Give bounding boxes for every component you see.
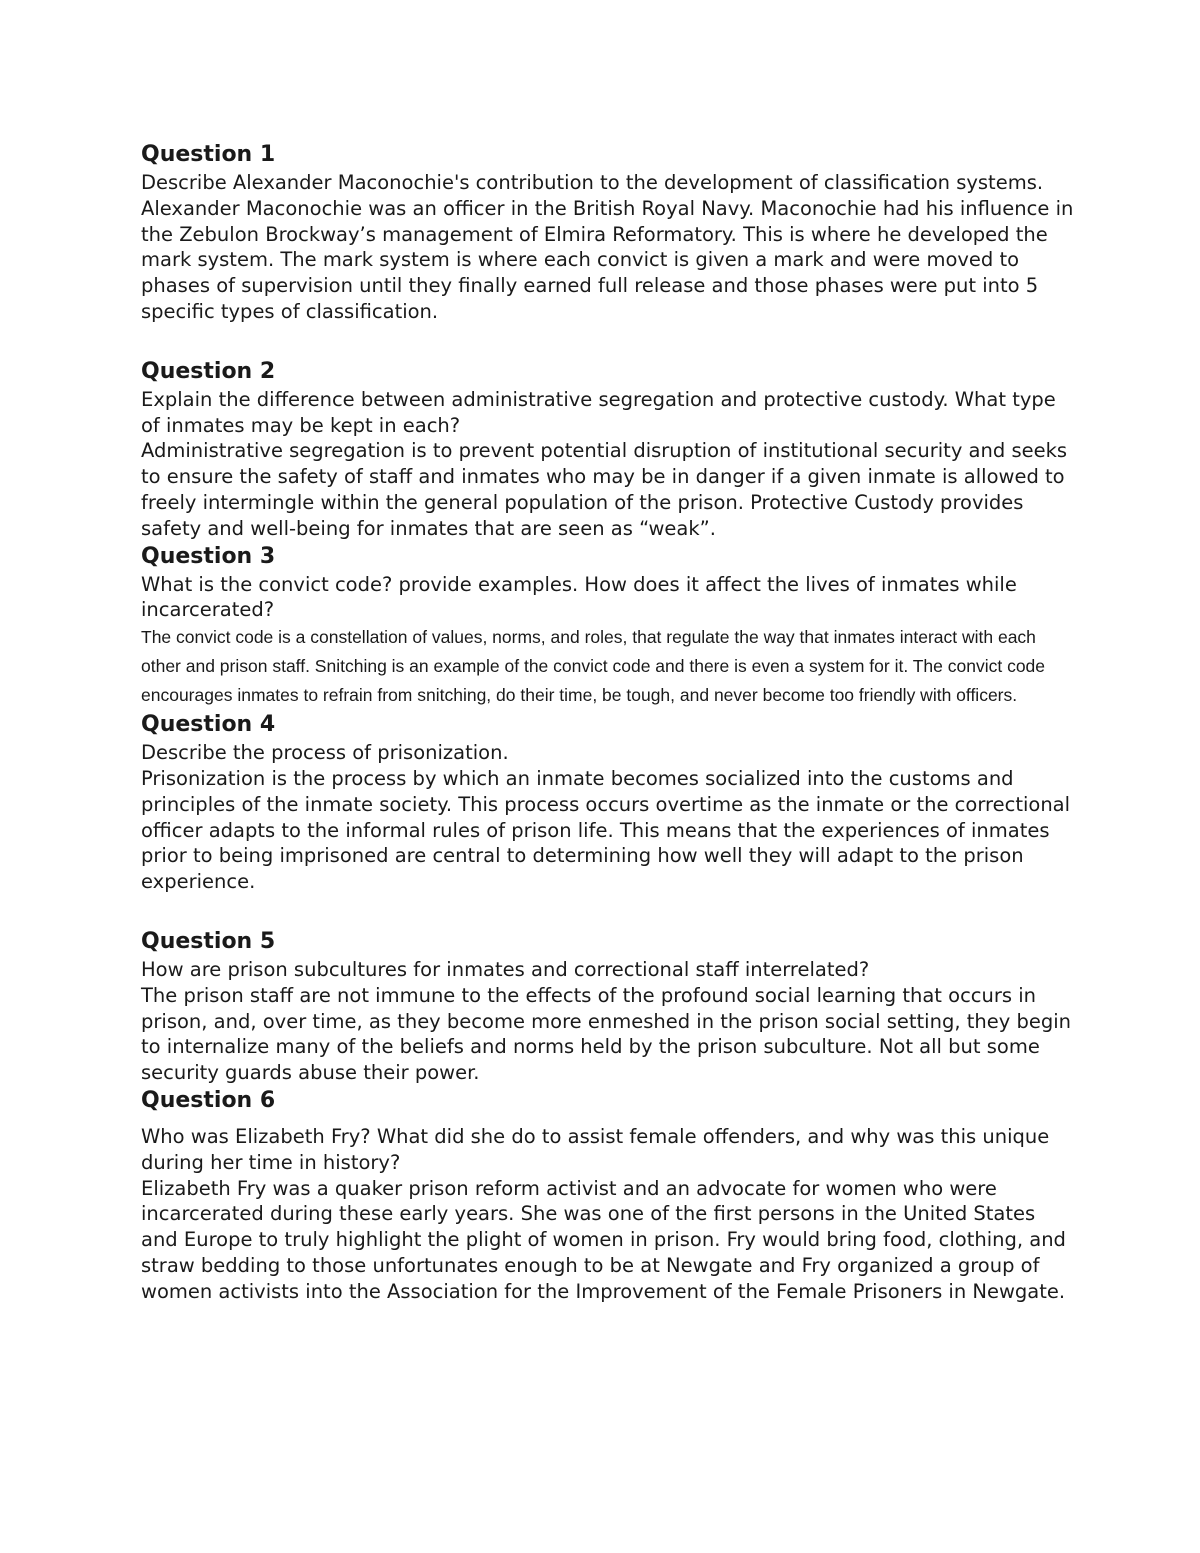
question-5 xyxy=(141,927,1076,1086)
question-title: Question 2 xyxy=(141,358,276,384)
question-prompt: Describe the process of prisonization. xyxy=(141,741,509,765)
question-prompt: Who was Elizabeth Fry? What did she do to assist female offenders, and why was this unique during her time in history? xyxy=(141,1124,1050,1174)
question-4 xyxy=(141,710,1076,895)
question-answer: Administrative segregation is to prevent potential disruption of institutional security and seeks to ensure the safety of staff and inmates who may be in danger if a given inmate is allowed to freely intermingle within the general population of the prison. Protective Custody provides safety and well-being for inmates that are seen as “weak”. xyxy=(141,439,1068,540)
question-title: Question 6 xyxy=(141,1087,276,1113)
question-prompt: What is the convict code? provide examples. How does it affect the lives of inmates while incarcerated? xyxy=(141,572,1017,622)
question-prompt: Describe Alexander Maconochie's contribution to the development of classification systems. xyxy=(141,171,1044,194)
question-answer: Prisonization is the process by which an inmate becomes socialized into the customs and principles of the inmate society. This process occurs overtime as the inmate or the correctional officer adapts to the informal rules of prison life. This means that the experiences of inmates prior to being imprisoned are central to determining how well they will adapt to the prison experience. xyxy=(141,766,1071,894)
question-title: Question 5 xyxy=(141,928,276,954)
question-6 xyxy=(141,1086,1076,1305)
question-title: Question 3 xyxy=(141,543,276,569)
document-page xyxy=(141,140,1076,1305)
question-title: Question 4 xyxy=(141,712,276,738)
question-title: Question 1 xyxy=(141,142,276,167)
question-2 xyxy=(141,357,1076,542)
question-1 xyxy=(141,140,1076,325)
question-3 xyxy=(141,542,1076,711)
question-answer: Alexander Maconochie was an officer in the British Royal Navy. Maconochie had his influence in the Zebulon Brockway’s management of Elmira Reformatory. This is where he developed the mark system. The mark system is where each convict is given a mark and were moved to phases of supervision until they finally earned full release and those phases were put into 5 specific types of classification. xyxy=(141,196,1074,323)
question-answer: The prison staff are not immune to the effects of the profound social learning that occurs in prison, and, over time, as they become more enmeshed in the prison social setting, they begin to internalize many of the beliefs and norms held by the prison subculture. Not all but some security guards abuse their power. xyxy=(141,983,1071,1085)
question-prompt: How are prison subcultures for inmates and correctional staff interrelated? xyxy=(141,957,870,981)
question-prompt: Explain the difference between administrative segregation and protective custody. What type of inmates may be kept in each? xyxy=(141,387,1056,437)
question-answer: Elizabeth Fry was a quaker prison reform activist and an advocate for women who were incarcerated during these early years. She was one of the first persons in the United States and Europe to truly highlight the plight of women in prison. Fry would bring food, clothing, and straw bedding to those unfortunates enough to be at Newgate and Fry organized a group of women activists into the Association for the Improvement of the Female Prisoners in Newgate. xyxy=(141,1176,1066,1303)
question-answer: The convict code is a constellation of values, norms, and roles, that regulate the way that inmates interact with each other and prison staff. Snitching is an example of the convict code and there is even a system for it. The convict code encourages inmates to refrain from snitching, do their time, be tough, and never become too friendly with officers. xyxy=(141,627,1046,706)
